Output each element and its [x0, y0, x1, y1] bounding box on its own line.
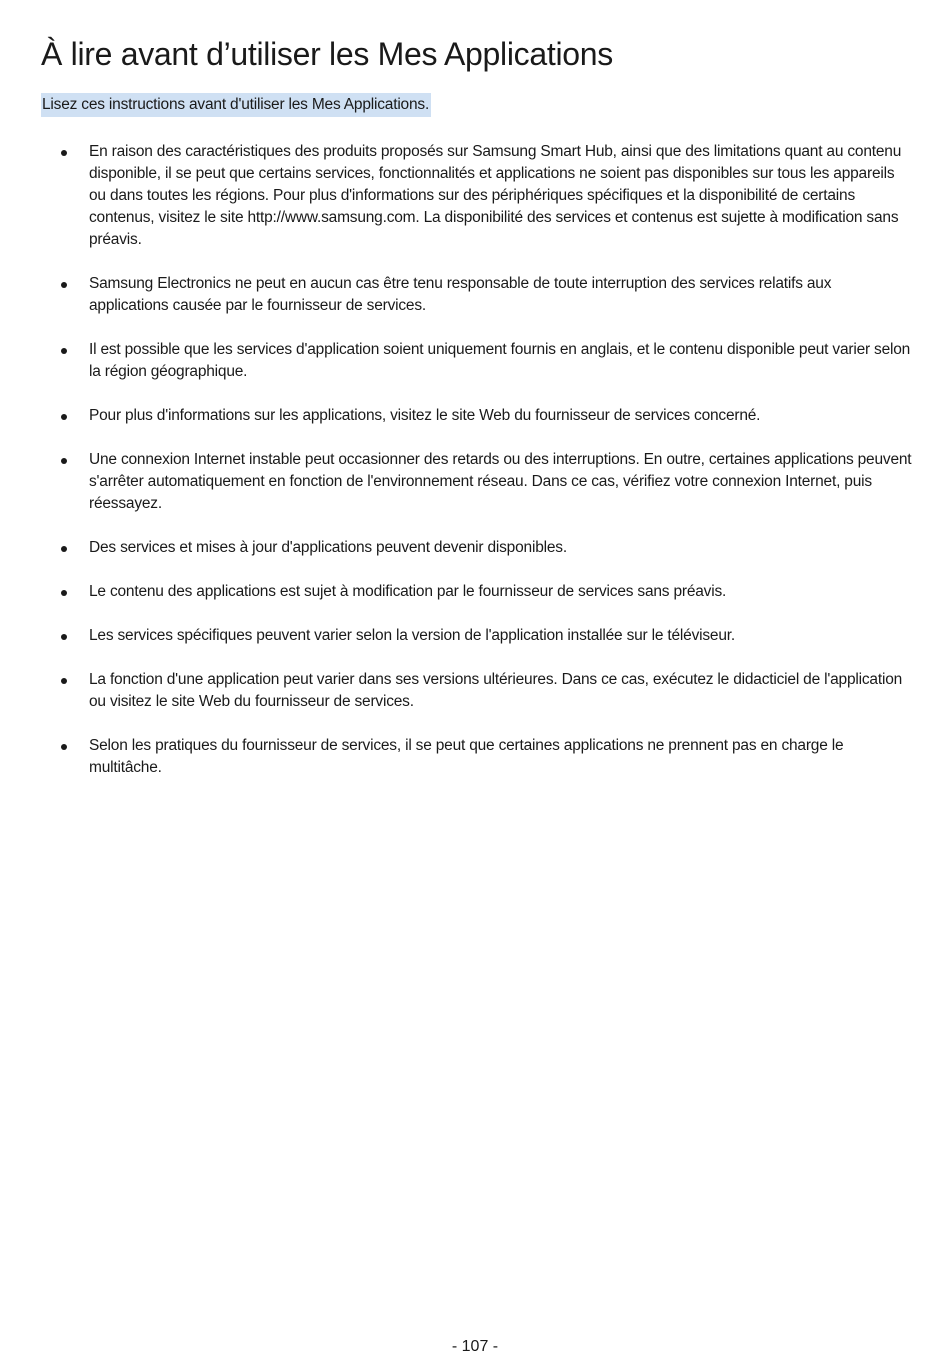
bullet-icon: [61, 678, 67, 684]
list-item: [0, 449, 950, 515]
bullet-icon: [61, 744, 67, 750]
bullet-icon: [61, 150, 67, 156]
list-item: [0, 537, 950, 559]
list-item-text: En raison des caractéristiques des produits proposés sur Samsung Smart Hub, ainsi que des limitations quant au contenu disponible, il se peut que certains services, fonctionnalités et applications ne soient pas disponibles sur tous les appareils ou dans toutes les régions. Pour plus d'informations sur des périphériques spécifiques et la disponibilité de certains contenus, visitez le site http://www.samsung.com. La disponibilité des services et contenus est sujette à modification sans préavis.: [89, 143, 902, 248]
bullet-icon: [61, 546, 67, 552]
list-item-text: Les services spécifiques peuvent varier selon la version de l'application installée sur le téléviseur.: [89, 627, 735, 644]
instruction-list: [0, 141, 950, 801]
list-item: [0, 625, 950, 647]
bullet-icon: [61, 348, 67, 354]
list-item: [0, 581, 950, 603]
list-item: [0, 735, 950, 779]
list-item: [0, 141, 950, 251]
bullet-icon: [61, 282, 67, 288]
list-item-text: Des services et mises à jour d'applications peuvent devenir disponibles.: [89, 539, 567, 556]
list-item-text: La fonction d'une application peut varier dans ses versions ultérieures. Dans ce cas, exécutez le didacticiel de l'application ou visitez le site Web du fournisseur de services.: [89, 671, 903, 710]
list-item-text: Il est possible que les services d'application soient uniquement fournis en anglais, et le contenu disponible peut varier selon la région géographique.: [89, 341, 911, 380]
list-item-text: Selon les pratiques du fournisseur de services, il se peut que certaines applications ne prennent pas en charge le multitâche.: [89, 737, 844, 776]
list-item: [0, 669, 950, 713]
list-item: [0, 339, 950, 383]
page-title: À lire avant d’utiliser les Mes Applications: [41, 36, 613, 72]
bullet-icon: [61, 634, 67, 640]
list-item: [0, 405, 950, 427]
list-item-text: Le contenu des applications est sujet à modification par le fournisseur de services sans préavis.: [89, 583, 727, 600]
list-item: [0, 273, 950, 317]
bullet-icon: [61, 590, 67, 596]
list-item-text: Samsung Electronics ne peut en aucun cas être tenu responsable de toute interruption des services relatifs aux applications causée par le fournisseur de services.: [89, 275, 832, 314]
bullet-icon: [61, 458, 67, 464]
list-item-text: Une connexion Internet instable peut occasionner des retards ou des interruptions. En outre, certaines applications peuvent s'arrêter automatiquement en fonction de l'environnement réseau. Dans ce cas, vérifiez votre connexion Internet, puis réessayez.: [89, 451, 912, 512]
intro-highlight: Lisez ces instructions avant d'utiliser les Mes Applications.: [41, 93, 431, 117]
list-item-text: Pour plus d'informations sur les applications, visitez le site Web du fournisseur de services concerné.: [89, 407, 761, 424]
bullet-icon: [61, 414, 67, 420]
page-number: - 107 -: [451, 1338, 499, 1355]
